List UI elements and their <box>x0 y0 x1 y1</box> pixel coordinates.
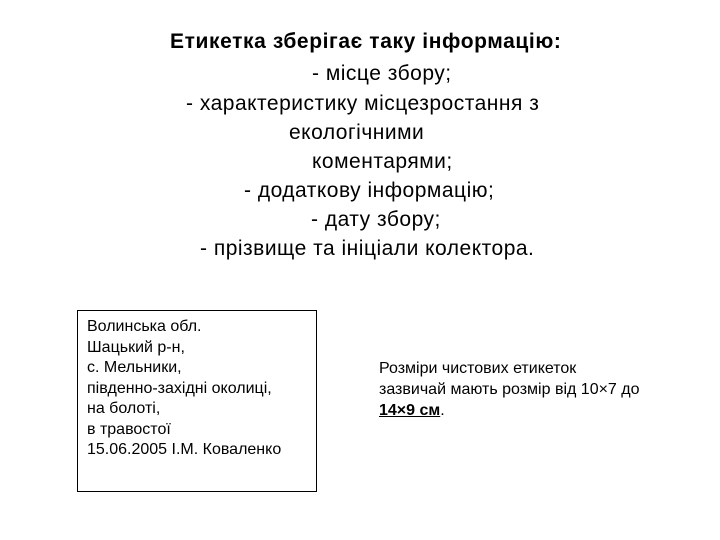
page-heading: Етикетка зберігає таку інформацію: <box>170 30 562 53</box>
label-line-date-collector: 15.06.2005 І.М. Коваленко <box>87 441 282 458</box>
note-period: . <box>440 402 445 419</box>
label-line-district: Шацький р-н, <box>87 338 185 356</box>
list-item-collection-date: - дату збору; <box>311 208 441 231</box>
label-line-village: с. Мельники, <box>87 359 182 376</box>
label-size-note <box>379 358 640 421</box>
label-line-region: Волинська обл. <box>87 318 202 335</box>
note-line-3 <box>379 400 640 421</box>
list-item-habitat-cont-1: екологічними <box>289 121 425 144</box>
label-line-herbage: в травостої <box>87 420 171 438</box>
list-item-habitat-cont-2: коментарями; <box>312 150 453 173</box>
herbarium-label-example <box>77 310 317 492</box>
note-line-1: Розміри чистових етикеток <box>379 360 577 377</box>
label-line-outskirts: південно-західні околиці, <box>87 379 272 397</box>
final-label-size: 14×9 см <box>379 402 441 419</box>
list-item-collector: - прізвище та ініціали колектора. <box>200 237 535 260</box>
label-line-habitat: на болоті, <box>87 400 161 417</box>
list-item-habitat: - характеристику місцезростання з <box>186 92 540 115</box>
note-line-2: зазвичай мають розмір від 10×7 до <box>379 381 640 398</box>
list-item-collection-place: - місце збору; <box>312 62 452 85</box>
list-item-additional-info: - додаткову інформацію; <box>244 179 495 202</box>
